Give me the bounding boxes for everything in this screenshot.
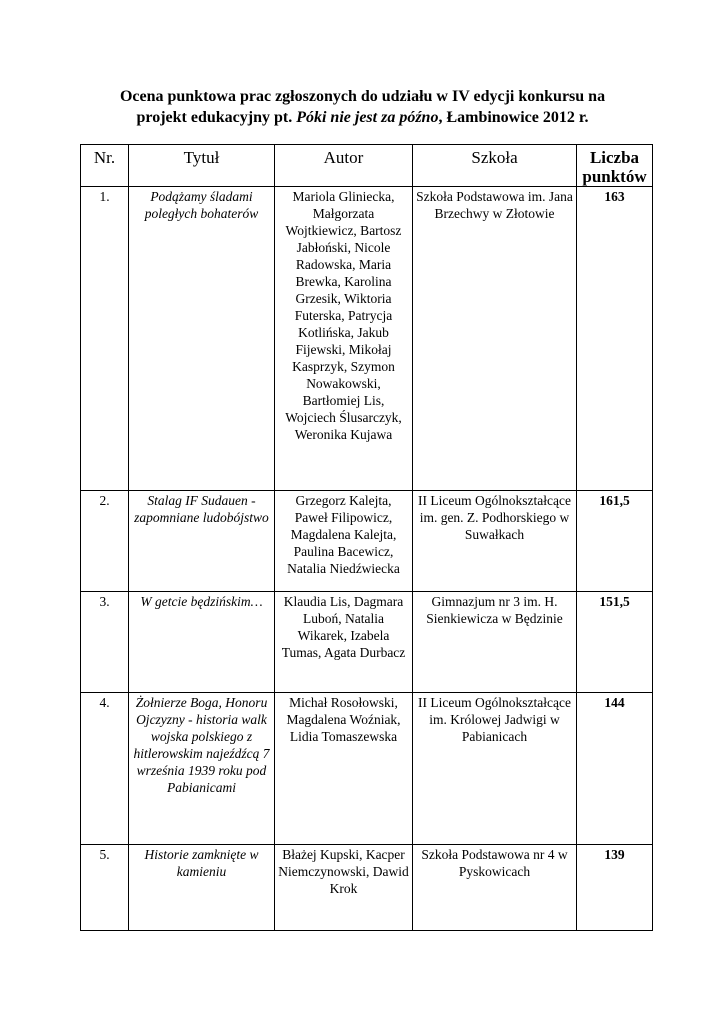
row-title: W getcie będzińskim… <box>129 592 275 693</box>
row-nr: 4. <box>81 693 129 845</box>
row-points: 163 <box>577 187 653 491</box>
row-title: Historie zamknięte w kamieniu <box>129 845 275 931</box>
table-row <box>81 845 653 931</box>
results-table <box>80 144 653 931</box>
row-nr: 2. <box>81 491 129 592</box>
row-school: Szkoła Podstawowa im. Jana Brzechwy w Złotowie <box>413 187 577 491</box>
table-row <box>81 592 653 693</box>
title-line-2-suffix: , Łambinowice 2012 r. <box>438 109 589 126</box>
header-school: Szkoła <box>413 145 577 187</box>
header-nr: Nr. <box>81 145 129 187</box>
table-row <box>81 693 653 845</box>
row-title: Żołnierze Boga, Honoru Ojczyzny - historia walk wojska polskiego z hitlerowskim najeźdźcą 7 września 1939 roku pod Pabianicami <box>129 693 275 845</box>
header-points: Liczba punktów <box>577 145 653 187</box>
row-nr: 3. <box>81 592 129 693</box>
table-row <box>81 187 653 491</box>
row-author: Mariola Gliniecka, Małgorzata Wojtkiewicz, Bartosz Jabłoński, Nicole Radowska, Maria Brewka, Karolina Grzesik, Wiktoria Futerska, Patrycja Kotlińska, Jakub Fijewski, Mikołaj Kasprzyk, Szymon Nowakowski, Bartłomiej Lis, Wojciech Ślusarczyk, Weronika Kujawa <box>275 187 413 491</box>
header-title: Tytuł <box>129 145 275 187</box>
row-points: 139 <box>577 845 653 931</box>
row-author: Grzegorz Kalejta, Paweł Filipowicz, Magdalena Kalejta, Paulina Bacewicz, Natalia Niedźwiecka <box>275 491 413 592</box>
row-title: Podążamy śladami poległych bohaterów <box>129 187 275 491</box>
row-author: Klaudia Lis, Dagmara Luboń, Natalia Wikarek, Izabela Tumas, Agata Durbacz <box>275 592 413 693</box>
row-nr: 1. <box>81 187 129 491</box>
row-school: II Liceum Ogólnokształcące im. Królowej Jadwigi w Pabianicach <box>413 693 577 845</box>
row-author: Błażej Kupski, Kacper Niemczynowski, Dawid Krok <box>275 845 413 931</box>
document-title <box>60 86 665 128</box>
title-line-1: Ocena punktowa prac zgłoszonych do udziału w IV edycji konkursu na <box>119 88 606 105</box>
title-line-2 <box>60 107 665 128</box>
row-title: Stalag IF Sudauen - zapomniane ludobójstwo <box>129 491 275 592</box>
table-row <box>81 491 653 592</box>
project-name: Póki nie jest za późno <box>296 109 439 126</box>
row-school: Szkoła Podstawowa nr 4 w Pyskowicach <box>413 845 577 931</box>
title-line-2-prefix: projekt edukacyjny pt. <box>136 109 297 126</box>
row-points: 151,5 <box>577 592 653 693</box>
header-author: Autor <box>275 145 413 187</box>
row-points: 161,5 <box>577 491 653 592</box>
header-row <box>81 145 653 187</box>
row-school: Gimnazjum nr 3 im. H. Sienkiewicza w Będzinie <box>413 592 577 693</box>
row-nr: 5. <box>81 845 129 931</box>
row-author: Michał Rosołowski, Magdalena Woźniak, Lidia Tomaszewska <box>275 693 413 845</box>
row-school: II Liceum Ogólnokształcące im. gen. Z. Podhorskiego w Suwałkach <box>413 491 577 592</box>
row-points: 144 <box>577 693 653 845</box>
